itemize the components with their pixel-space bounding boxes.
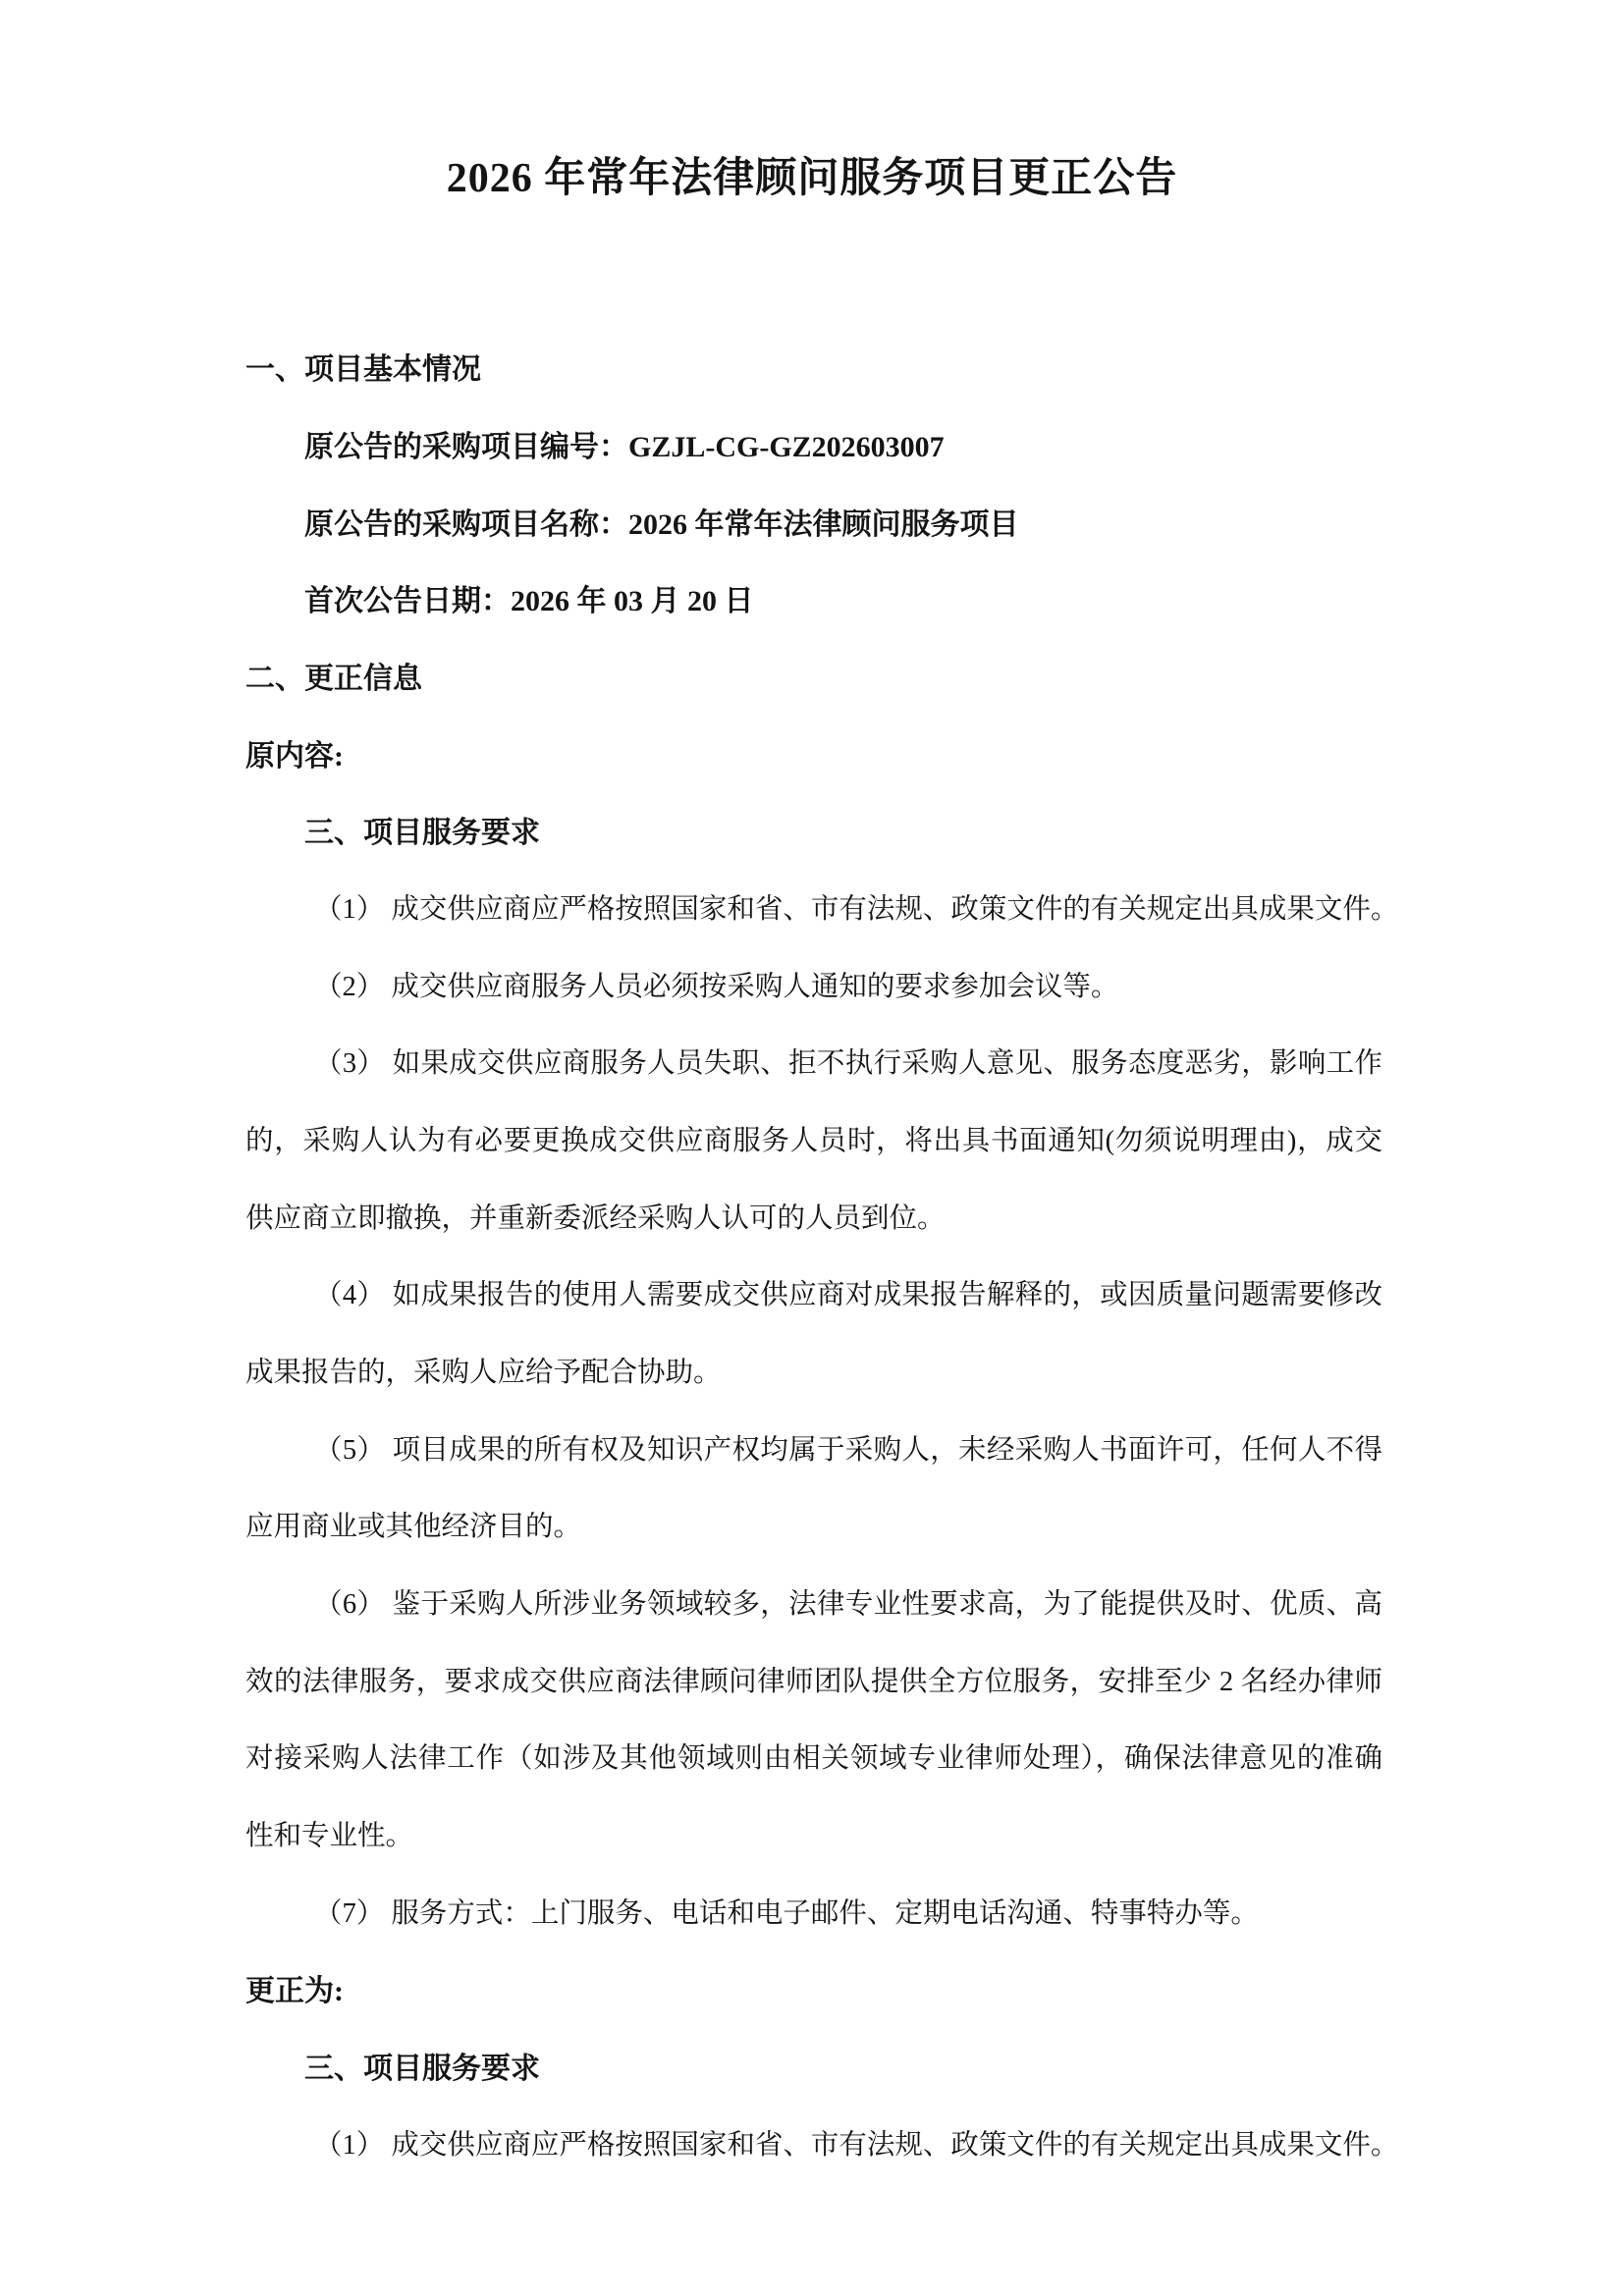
corrected-requirement-1: （1） 成交供应商应严格按照国家和省、市有法规、政策文件的有关规定出具成果文件。 — [314, 2130, 1399, 2161]
orig-requirement-6-line-1: （6） 鉴于采购人所涉业务领域较多，法律专业性要求高，为了能提供及时、优质、高 — [314, 1589, 1382, 1620]
orig-requirement-5-line-1: （5） 项目成果的所有权及知识产权均属于采购人，未经采购人书面许可，任何人不得 — [314, 1435, 1382, 1466]
orig-requirement-5-line-2: 应用商业或其他经济目的。 — [245, 1512, 582, 1542]
orig-requirement-6-line-2: 效的法律服务，要求成交供应商法律顾问律师团队提供全方位服务，安排至少 2 名经办律师 — [245, 1667, 1382, 1697]
orig-requirement-4-line-2: 成果报告的，采购人应给予配合协助。 — [245, 1358, 722, 1388]
original-content-label: 原内容: — [245, 740, 344, 773]
orig-requirement-4-line-1: （4） 如成果报告的使用人需要成交供应商对成果报告解释的，或因质量问题需要修改 — [314, 1280, 1382, 1310]
document-title: 2026 年常年法律顾问服务项目更正公告 — [446, 156, 1178, 201]
orig-requirement-6-line-3: 对接采购人法律工作（如涉及其他领域则由相关领域专业律师处理），确保法律意见的准确 — [245, 1743, 1382, 1774]
section-1-heading: 一、项目基本情况 — [245, 353, 481, 386]
orig-requirement-2: （2） 成交供应商服务人员必须按采购人通知的要求参加会议等。 — [314, 972, 1119, 1002]
orig-requirement-3-line-1: （3） 如果成交供应商服务人员失职、拒不执行采购人意见、服务态度恶劣，影响工作 — [314, 1048, 1382, 1079]
corrected-subheading-service-requirements: 三、项目服务要求 — [304, 2053, 540, 2085]
original-subheading-service-requirements: 三、项目服务要求 — [304, 817, 540, 849]
orig-requirement-3-line-3: 供应商立即撤换，并重新委派经采购人认可的人员到位。 — [245, 1203, 946, 1234]
original-project-number-line: 原公告的采购项目编号：GZJL-CG-GZ202603007 — [304, 431, 945, 463]
orig-requirement-6-line-4: 性和专业性。 — [245, 1821, 414, 1851]
first-announcement-date-line: 首次公告日期：2026 年 03 月 20 日 — [304, 585, 754, 617]
orig-requirement-7: （7） 服务方式：上门服务、电话和电子邮件、定期电话沟通、特事特办等。 — [314, 1898, 1259, 1929]
section-2-heading: 二、更正信息 — [245, 663, 422, 695]
corrected-content-label: 更正为: — [245, 1975, 344, 2007]
original-project-name-line: 原公告的采购项目名称：2026 年常年法律顾问服务项目 — [304, 508, 1019, 541]
orig-requirement-3-line-2: 的，采购人认为有必要更换成交供应商服务人员时，将出具书面通知(勿须说明理由)，成交 — [245, 1126, 1382, 1156]
orig-requirement-1: （1） 成交供应商应严格按照国家和省、市有法规、政策文件的有关规定出具成果文件。 — [314, 894, 1399, 925]
